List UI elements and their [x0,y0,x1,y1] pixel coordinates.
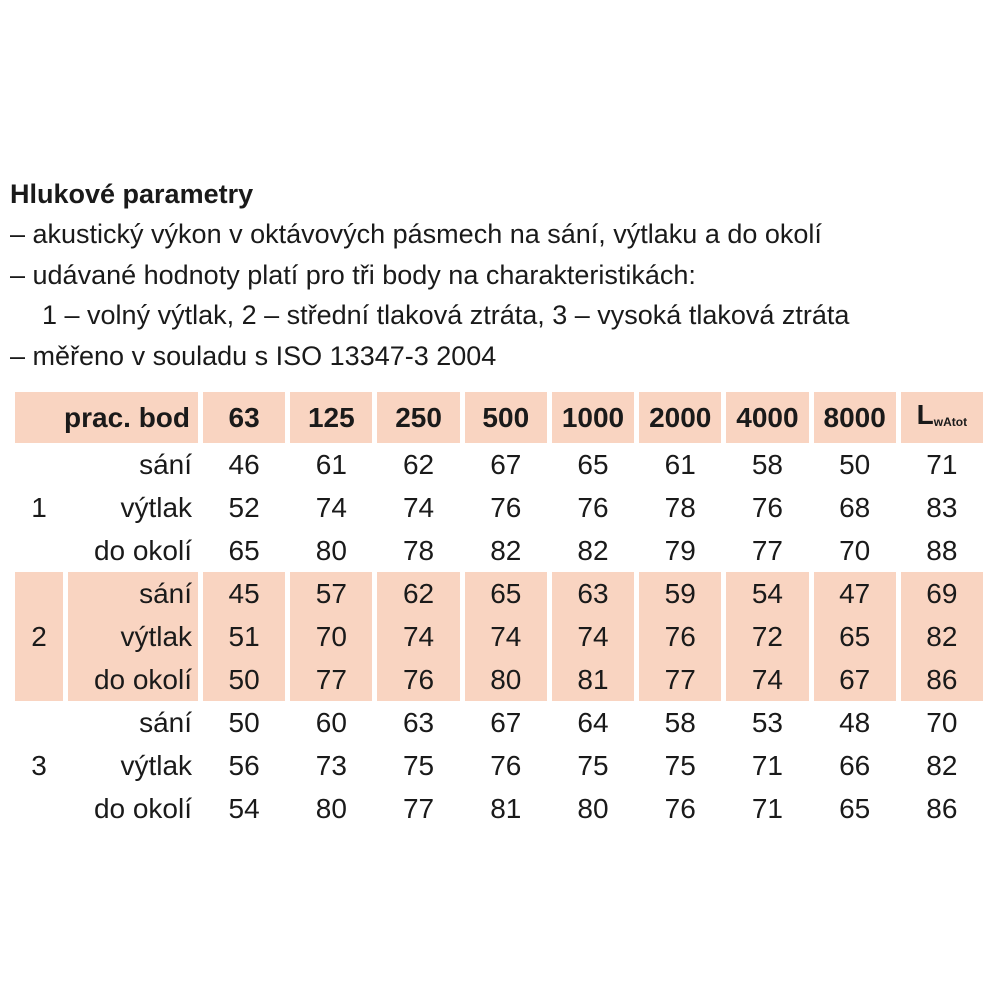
header-frequency: 8000 [814,392,896,443]
header-frequency: 250 [377,392,459,443]
band-value: 58 [664,707,696,738]
band-value: 81 [490,793,522,824]
band-value: 57 [290,572,372,615]
total-level-value: 86 [901,658,983,701]
band-value: 73 [315,750,347,781]
measurement-type: sání [68,572,198,615]
band-value: 64 [577,707,609,738]
band-value: 54 [228,793,260,824]
band-value: 67 [814,658,896,701]
table-row [15,529,983,572]
total-level-value: 69 [901,572,983,615]
band-value: 65 [465,572,547,615]
band-value: 77 [751,535,784,566]
band-value: 81 [552,658,634,701]
header-operating-point: prac. bod [15,392,198,443]
band-value: 62 [377,572,459,615]
table-row [15,701,983,744]
band-value: 72 [726,615,808,658]
band-value: 47 [814,572,896,615]
table-row [15,443,983,486]
band-value: 76 [490,750,522,781]
bullet-item: – akustický výkon v oktávových pásmech na sání, výtlaku a do okolí [10,219,822,249]
band-value: 76 [377,658,459,701]
measurement-type: do okolí [93,793,193,824]
table-row [15,615,983,658]
band-value: 71 [751,750,784,781]
band-value: 62 [402,449,435,480]
header-frequency: 2000 [639,392,721,443]
band-value: 78 [402,535,435,566]
section-title: Hlukové parametry [10,179,254,209]
band-value: 65 [577,449,609,480]
total-level-value: 86 [926,793,958,824]
header-frequency: 125 [290,392,372,443]
band-value: 76 [490,492,522,523]
band-value: 76 [577,492,609,523]
total-level-main: L [916,399,934,430]
band-value: 58 [751,449,784,480]
table-row [15,486,983,529]
band-value: 74 [402,492,435,523]
measurement-type: sání [139,449,193,480]
header-frequency: 63 [203,392,285,443]
operating-point-number: 2 [15,572,63,701]
table-body [15,443,983,830]
band-value: 51 [203,615,285,658]
bullet-item: – měřeno v souladu s ISO 13347-3 2004 [10,340,497,371]
band-value: 53 [751,707,784,738]
operating-point-number: 1 [31,492,47,523]
total-level-value: 88 [926,535,958,566]
header-frequency: 4000 [726,392,808,443]
band-value: 67 [490,707,522,738]
band-value: 60 [315,707,347,738]
band-value: 67 [490,449,522,480]
table-row [15,787,983,830]
bullet-list [10,214,849,376]
total-level-value: 82 [926,750,958,781]
band-value: 78 [664,492,696,523]
band-value: 74 [465,615,547,658]
band-value: 63 [402,707,435,738]
table-header-row [15,392,983,443]
measurement-type: výtlak [68,615,198,658]
table-row [15,744,983,787]
band-value: 77 [639,658,721,701]
band-value: 54 [726,572,808,615]
total-level-value: 70 [926,707,958,738]
band-value: 45 [203,572,285,615]
band-value: 74 [315,492,347,523]
band-value: 82 [577,535,609,566]
operating-point-number: 3 [31,750,47,781]
band-value: 77 [402,793,435,824]
measurement-type: do okolí [93,535,193,566]
band-value: 75 [577,750,609,781]
band-value: 50 [203,658,285,701]
header-frequency: 500 [465,392,547,443]
header-frequency: 1000 [552,392,634,443]
band-value: 82 [490,535,522,566]
header-total-level [901,392,983,443]
band-value: 56 [228,750,260,781]
table-row [15,658,983,701]
band-value: 76 [751,492,784,523]
measurement-type: sání [139,707,193,738]
band-value: 65 [814,615,896,658]
band-value: 74 [726,658,808,701]
band-value: 80 [315,793,347,824]
measurement-type: výtlak [120,750,193,781]
band-value: 70 [839,535,871,566]
band-value: 52 [228,492,260,523]
band-value: 68 [839,492,871,523]
band-value: 65 [839,793,871,824]
noise-parameters-table [10,392,988,830]
band-value: 59 [639,572,721,615]
band-value: 77 [290,658,372,701]
total-level-value: 82 [901,615,983,658]
measurement-type: výtlak [120,492,193,523]
measurement-type: do okolí [68,658,198,701]
band-value: 76 [664,793,696,824]
bullet-item-continuation: 1 – volný výtlak, 2 – střední tlaková ztráta, 3 – vysoká tlaková ztráta [42,300,850,330]
band-value: 63 [552,572,634,615]
band-value: 80 [315,535,347,566]
band-value: 66 [839,750,871,781]
band-value: 46 [228,449,260,480]
band-value: 74 [377,615,459,658]
band-value: 61 [315,449,347,480]
band-value: 71 [751,793,784,824]
total-level-value: 83 [926,492,958,523]
band-value: 80 [465,658,547,701]
band-value: 80 [577,793,609,824]
band-value: 48 [839,707,871,738]
band-value: 75 [664,750,696,781]
band-value: 74 [552,615,634,658]
band-value: 50 [228,707,260,738]
band-value: 65 [228,535,260,566]
band-value: 50 [839,449,871,480]
bullet-item: – udávané hodnoty platí pro tři body na charakteristikách: [10,259,696,290]
band-value: 76 [639,615,721,658]
band-value: 75 [402,750,435,781]
total-level-subscript: wAtot [933,415,968,429]
band-value: 70 [290,615,372,658]
total-level-value: 71 [926,449,958,480]
band-value: 79 [664,535,696,566]
band-value: 61 [664,449,696,480]
table-row [15,572,983,615]
